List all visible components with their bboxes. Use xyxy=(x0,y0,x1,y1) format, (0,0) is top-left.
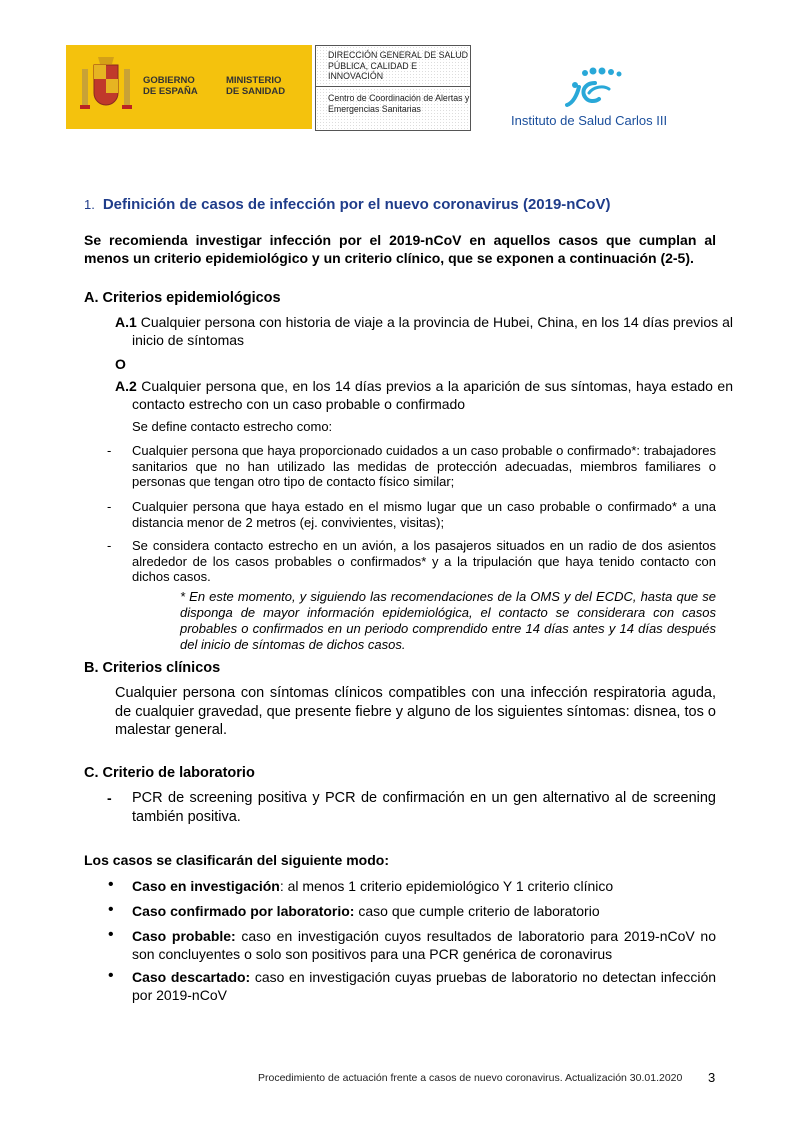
ministerio-label: MINISTERIO DE SANIDAD xyxy=(226,75,286,97)
divider xyxy=(316,86,470,87)
classification-heading: Los casos se clasificarán del siguiente modo: xyxy=(84,852,389,868)
footnote: * En este momento, y siguiendo las recomendaciones de la OMS y del ECDC, hasta que se disponga de mayor información epidemiológica, el contacto se considerara con casos probables o confirmados en un periodo comprendido entre 14 días antes y 14 días después del inicio de síntomas de dichos casos. xyxy=(180,589,716,652)
section-c-heading: C. Criterio de laboratorio xyxy=(84,765,255,781)
isc-name: Instituto de Salud Carlos III xyxy=(511,113,668,128)
clinical-criteria-text: Cualquier persona con síntomas clínicos compatibles con una infección respiratoria aguda, de cualquier gravedad, que presente fiebre y alguno de los siguientes síntomas: disnea, tos o malestar general. xyxy=(115,685,716,738)
bullet-marker: • xyxy=(108,967,114,984)
bullet-marker: • xyxy=(108,926,114,943)
contact-definition-intro: Se define contacto estrecho como: xyxy=(132,419,333,434)
page-number: 3 xyxy=(708,1070,716,1085)
a1-text: Cualquier persona con historia de viaje a la provincia de Hubei, China, en los 14 días previos al inicio de síntomas xyxy=(132,314,733,348)
criterion-a2 xyxy=(115,378,733,413)
a2-label: A.2 xyxy=(115,378,137,394)
laboratory-criteria-text: PCR de screening positiva y PCR de confirmación en un gen alternativo al de screening también positiva. xyxy=(132,790,716,825)
isc-logo-icon xyxy=(555,65,627,111)
coat-of-arms-icon xyxy=(78,55,134,117)
dash-marker: - xyxy=(107,538,112,553)
page-title xyxy=(84,196,610,213)
a1-label: A.1 xyxy=(115,314,137,330)
or-label: O xyxy=(115,356,126,372)
centre-name: Centro de Coordinación de Alertas y Emergencias Sanitarias xyxy=(328,93,470,114)
a2-text: Cualquier persona que, en los 14 días previos a la aparición de sus síntomas, haya estado en contacto estrecho con un caso probable o confirmado xyxy=(132,378,733,412)
section-a-heading: A. Criterios epidemiológicos xyxy=(84,290,281,306)
title-text: Definición de casos de infección por el nuevo coronavirus (2019-nCoV) xyxy=(102,196,611,213)
dash-marker: - xyxy=(107,790,112,806)
classification-item: Caso en investigación: al menos 1 criterio epidemiológico Y 1 criterio clínico xyxy=(132,878,614,894)
dash-marker: - xyxy=(107,443,112,458)
bullet-marker: • xyxy=(108,876,114,893)
criterion-a1 xyxy=(115,314,733,349)
directorate-name: DIRECCIÓN GENERAL DE SALUD PÚBLICA, CALIDAD E INNOVACIÓN xyxy=(328,50,468,81)
dash-marker: - xyxy=(107,499,112,514)
contact-item-2: Cualquier persona que haya estado en el mismo lugar que un caso probable o confirmado* a una distancia menor de 2 metros (ej. convivientes, visitas); xyxy=(132,499,716,530)
directorate-box xyxy=(315,45,471,131)
intro-paragraph: Se recomienda investigar infección por el 2019-nCoV en aquellos casos que cumplan al menos un criterio epidemiológico y un criterio clínico, que se exponen a continuación (2-5). xyxy=(84,232,716,266)
classification-item: Caso probable: caso en investigación cuyos resultados de laboratorio para 2019-nCoV no son concluyentes o solo son positivos para una PCR genérica de coronavirus xyxy=(132,928,716,962)
gobierno-label: GOBIERNO DE ESPAÑA xyxy=(143,75,198,97)
contact-item-1: Cualquier persona que haya proporcionado cuidados a un caso probable o confirmado*: trabajadores sanitarios que no han utilizado las medidas de protección adecuadas, miembros familiares o personas que tengan otro tipo de contacto físico similar; xyxy=(132,443,716,489)
bullet-marker: • xyxy=(108,901,114,918)
title-number: 1. xyxy=(84,197,95,212)
classification-item: Caso descartado: caso en investigación cuyas pruebas de laboratorio no detectan infección por 2019-nCoV xyxy=(132,969,717,1003)
section-b-heading: B. Criterios clínicos xyxy=(84,660,221,676)
contact-item-3: Se considera contacto estrecho en un avión, a los pasajeros situados en un radio de dos asientos alrededor de los casos probables o confirmados* y a la tripulación que haya tenido contacto con dichos casos. xyxy=(132,538,716,584)
classification-item: Caso confirmado por laboratorio: caso que cumple criterio de laboratorio xyxy=(132,903,600,919)
footer-text: Procedimiento de actuación frente a casos de nuevo coronavirus. Actualización 30.01.2020 xyxy=(258,1072,683,1084)
